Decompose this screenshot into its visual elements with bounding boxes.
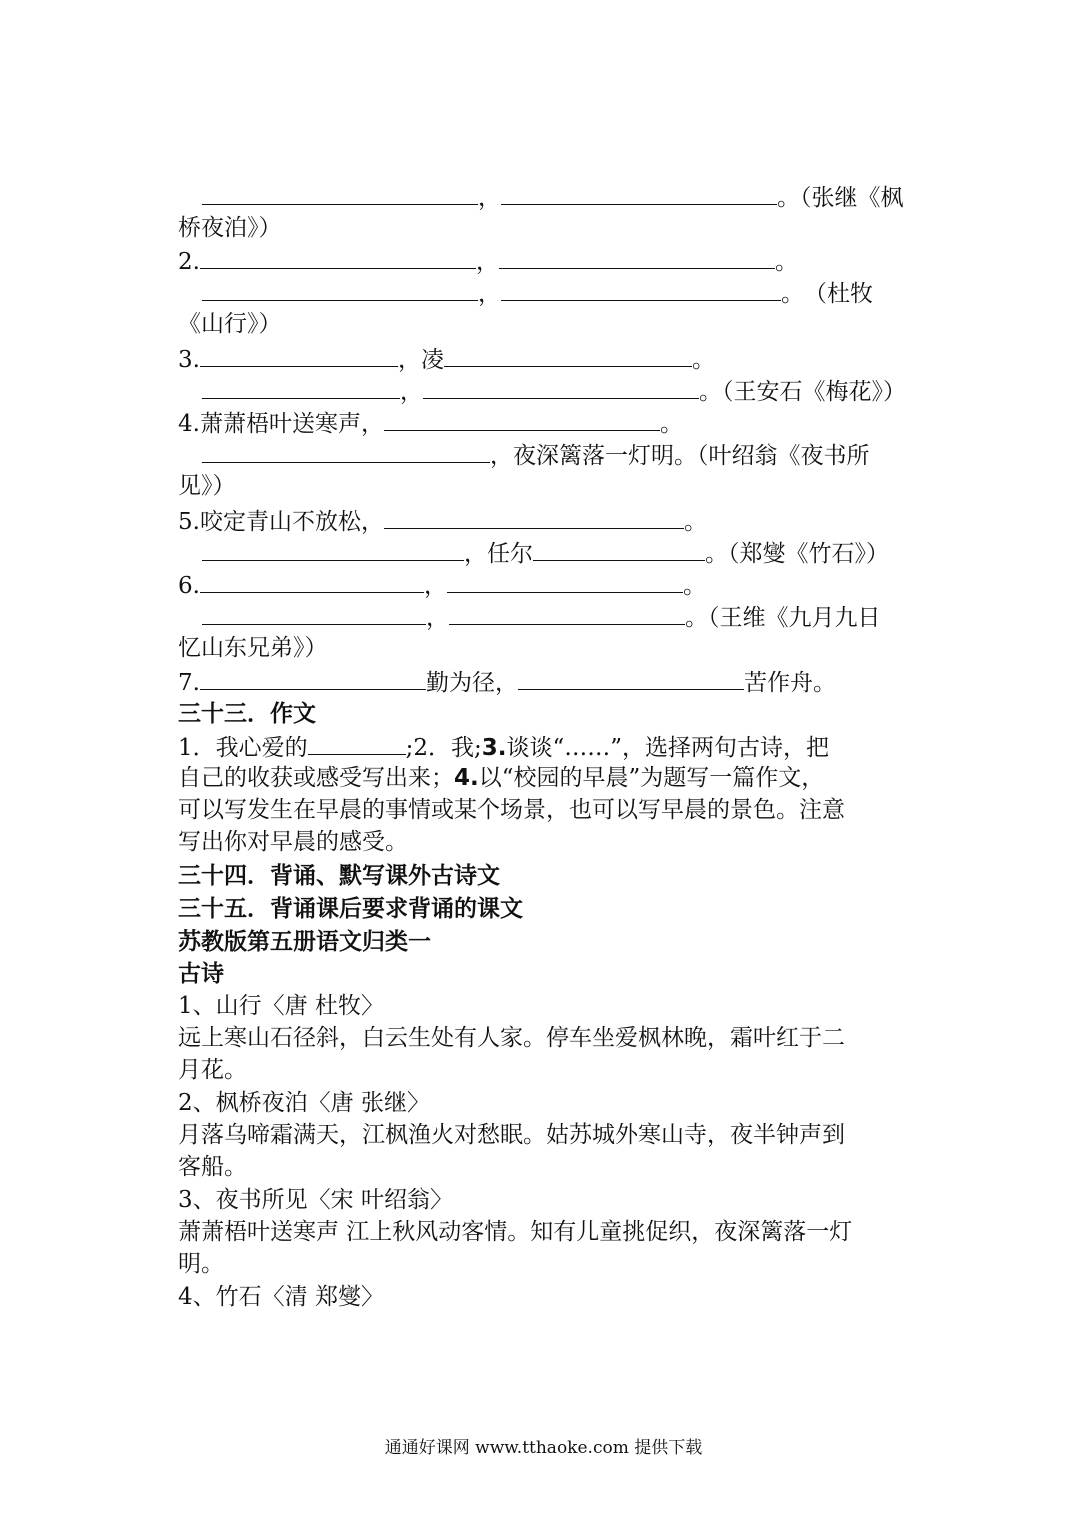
poem-2-line-1: 月落乌啼霜满天，江枫渔火对愁眠。姑苏城外寒山寺，夜半钟声到: [178, 1122, 845, 1148]
answer-blank[interactable]: [202, 374, 400, 399]
fill-line-8: 4.萧萧梧叶送寒声， 。: [178, 406, 910, 438]
answer-blank[interactable]: [499, 244, 775, 269]
answer-blank[interactable]: [423, 374, 699, 399]
poem-1-line-2: 月花。: [178, 1057, 247, 1083]
section-33-line-1: 1．我心爱的 ;2．我;3.谈谈“……”，选择两句古诗，把: [178, 730, 910, 762]
section-33-line-2: 自己的收获或感受写出来；4.以“校园的早晨”为题写一篇作文，: [178, 765, 825, 791]
answer-blank[interactable]: [200, 568, 424, 593]
document-subtitle: 古诗: [178, 961, 224, 987]
fill-line-1: ， 。（张继《枫: [202, 180, 910, 212]
section-33-line-3: 可以写发生在早晨的事情或某个场景，也可以写早晨的景色。注意: [178, 797, 845, 823]
fill-line-15: 忆山东兄弟》）: [178, 635, 328, 661]
section-33-line-4: 写出你对早晨的感受。: [178, 829, 408, 855]
fill-line-11: 5.咬定青山不放松， 。: [178, 504, 910, 536]
fill-line-16: 7. 勤为径， 苦作舟。: [178, 665, 910, 697]
poem-3-title: 3、夜书所见〈宋 叶绍翁〉: [178, 1187, 453, 1213]
answer-blank[interactable]: [202, 438, 490, 463]
poem-2-title: 2、枫桥夜泊〈唐 张继〉: [178, 1090, 430, 1116]
fill-line-5: 《山行》）: [178, 311, 282, 337]
poem-4-title: 4、竹石〈清 郑燮〉: [178, 1284, 384, 1310]
answer-blank[interactable]: [308, 730, 406, 755]
fill-line-10: 见》）: [178, 473, 236, 499]
answer-blank[interactable]: [202, 600, 426, 625]
page-footer: 通通好课网 www.tthaoke.com 提供下载: [384, 1438, 703, 1458]
poem-3-line-1: 萧萧梧叶送寒声 江上秋风动客情。知有儿童挑促织，夜深篱落一灯: [178, 1219, 853, 1245]
section-35-heading: 三十五．背诵课后要求背诵的课文: [178, 896, 523, 922]
fill-line-12: ，任尔 。（郑燮《竹石》）: [202, 536, 910, 568]
poem-1-line-1: 远上寒山石径斜，白云生处有人家。停车坐爱枫林晚，霜叶红于二: [178, 1025, 845, 1051]
section-34-heading: 三十四．背诵、默写课外古诗文: [178, 863, 500, 889]
answer-blank[interactable]: [200, 342, 398, 367]
answer-blank[interactable]: [384, 406, 660, 431]
fill-line-7: ， 。（王安石《梅花》）: [202, 374, 910, 406]
poem-2-line-2: 客船。: [178, 1154, 247, 1180]
fill-line-6: 3. ，凌 。: [178, 342, 910, 374]
answer-blank[interactable]: [518, 665, 744, 690]
poem-3-line-2: 明。: [178, 1251, 224, 1277]
answer-blank[interactable]: [533, 536, 705, 561]
answer-blank[interactable]: [501, 276, 781, 301]
answer-blank[interactable]: [444, 342, 692, 367]
fill-line-9: ，夜深篱落一灯明。（叶绍翁《夜书所: [202, 438, 910, 470]
document-title: 苏教版第五册语文归类一: [178, 929, 431, 955]
answer-blank[interactable]: [202, 180, 478, 205]
answer-blank[interactable]: [501, 180, 777, 205]
answer-blank[interactable]: [384, 504, 684, 529]
answer-blank[interactable]: [202, 276, 478, 301]
answer-blank[interactable]: [200, 244, 476, 269]
answer-blank[interactable]: [449, 600, 685, 625]
poem-1-title: 1、山行〈唐 杜牧〉: [178, 993, 384, 1019]
fill-line-3: 2. ， 。: [178, 244, 910, 276]
fill-line-2: 桥夜泊》）: [178, 215, 282, 241]
answer-blank[interactable]: [200, 665, 426, 690]
answer-blank[interactable]: [202, 536, 464, 561]
section-33-heading: 三十三．作文: [178, 701, 316, 727]
fill-line-4: ， 。 （杜牧: [202, 276, 910, 308]
answer-blank[interactable]: [447, 568, 683, 593]
fill-line-13: 6. ， 。: [178, 568, 910, 600]
fill-line-14: ， 。（王维《九月九日: [202, 600, 910, 632]
